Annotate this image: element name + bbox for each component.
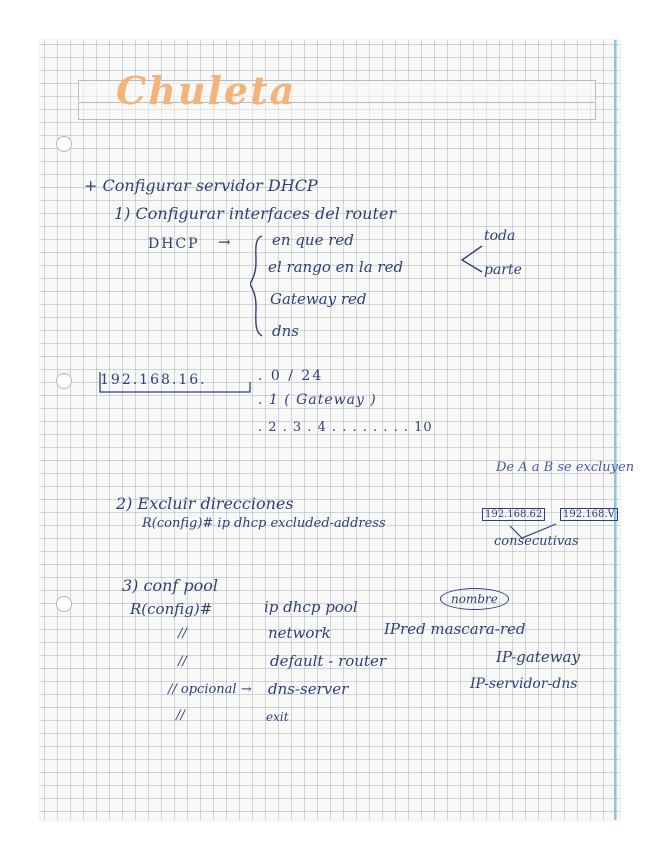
ditto-mark: //: [178, 626, 187, 641]
pool-line-cmd: network: [268, 624, 331, 642]
step2-label: 2) Excluir direcciones: [116, 494, 294, 513]
optional-prefix: // opcional →: [168, 682, 252, 697]
address-start: 192.168.62: [482, 508, 545, 521]
pool-name: nombre: [440, 588, 509, 610]
dhcp-item: en que red: [272, 231, 354, 249]
pool-line-arg: IP-servidor-dns: [470, 676, 578, 692]
config-prompt: R(config)#: [130, 600, 213, 618]
pool-command: ip dhcp pool: [264, 598, 358, 616]
pool-line-cmd: exit: [266, 710, 289, 724]
binder-hole: [56, 596, 72, 612]
ip-underline: [96, 370, 256, 398]
dhcp-item: el rango en la red: [268, 258, 404, 276]
ditto-mark: //: [176, 708, 185, 723]
bracket-note-icon: [456, 242, 486, 276]
pool-line-arg: IP-gateway: [496, 648, 580, 666]
section-heading: + Configurar servidor DHCP: [84, 176, 318, 195]
dhcp-item: dns: [272, 322, 299, 340]
pool-line-arg: IPred mascara-red: [384, 620, 526, 638]
step1-label: 1) Configurar interfaces del router: [114, 204, 397, 223]
page-title: Chuleta: [116, 68, 297, 113]
ip-line: . 1 ( Gateway ): [258, 392, 377, 408]
ditto-mark: //: [178, 654, 187, 669]
ip-network: 192.168.16.: [100, 372, 207, 388]
ip-line: . 0 / 24: [258, 368, 324, 384]
side-note-top: toda: [484, 228, 516, 244]
brace-icon: [250, 232, 266, 342]
step3-label: 3) conf pool: [122, 576, 219, 595]
exclude-command: R(config)# ip dhcp excluded-address: [142, 516, 386, 531]
binder-hole: [56, 136, 72, 152]
dhcp-label: DHCP: [148, 236, 200, 252]
arrow-icon: →: [218, 233, 231, 251]
pool-line-cmd: default - router: [270, 652, 387, 670]
binder-hole: [56, 373, 72, 389]
side-note-bottom: parte: [484, 262, 522, 278]
pool-line-cmd: dns-server: [268, 680, 349, 698]
exclusion-note: De A a B se excluyen: [496, 460, 635, 475]
consecutive-note: consecutivas: [494, 534, 579, 549]
ip-line: . 2 . 3 . 4 . . . . . . . . 10: [258, 420, 433, 435]
dhcp-item: Gateway red: [270, 290, 367, 308]
margin-line: [614, 40, 616, 820]
address-end: 192.168.V: [560, 508, 618, 521]
